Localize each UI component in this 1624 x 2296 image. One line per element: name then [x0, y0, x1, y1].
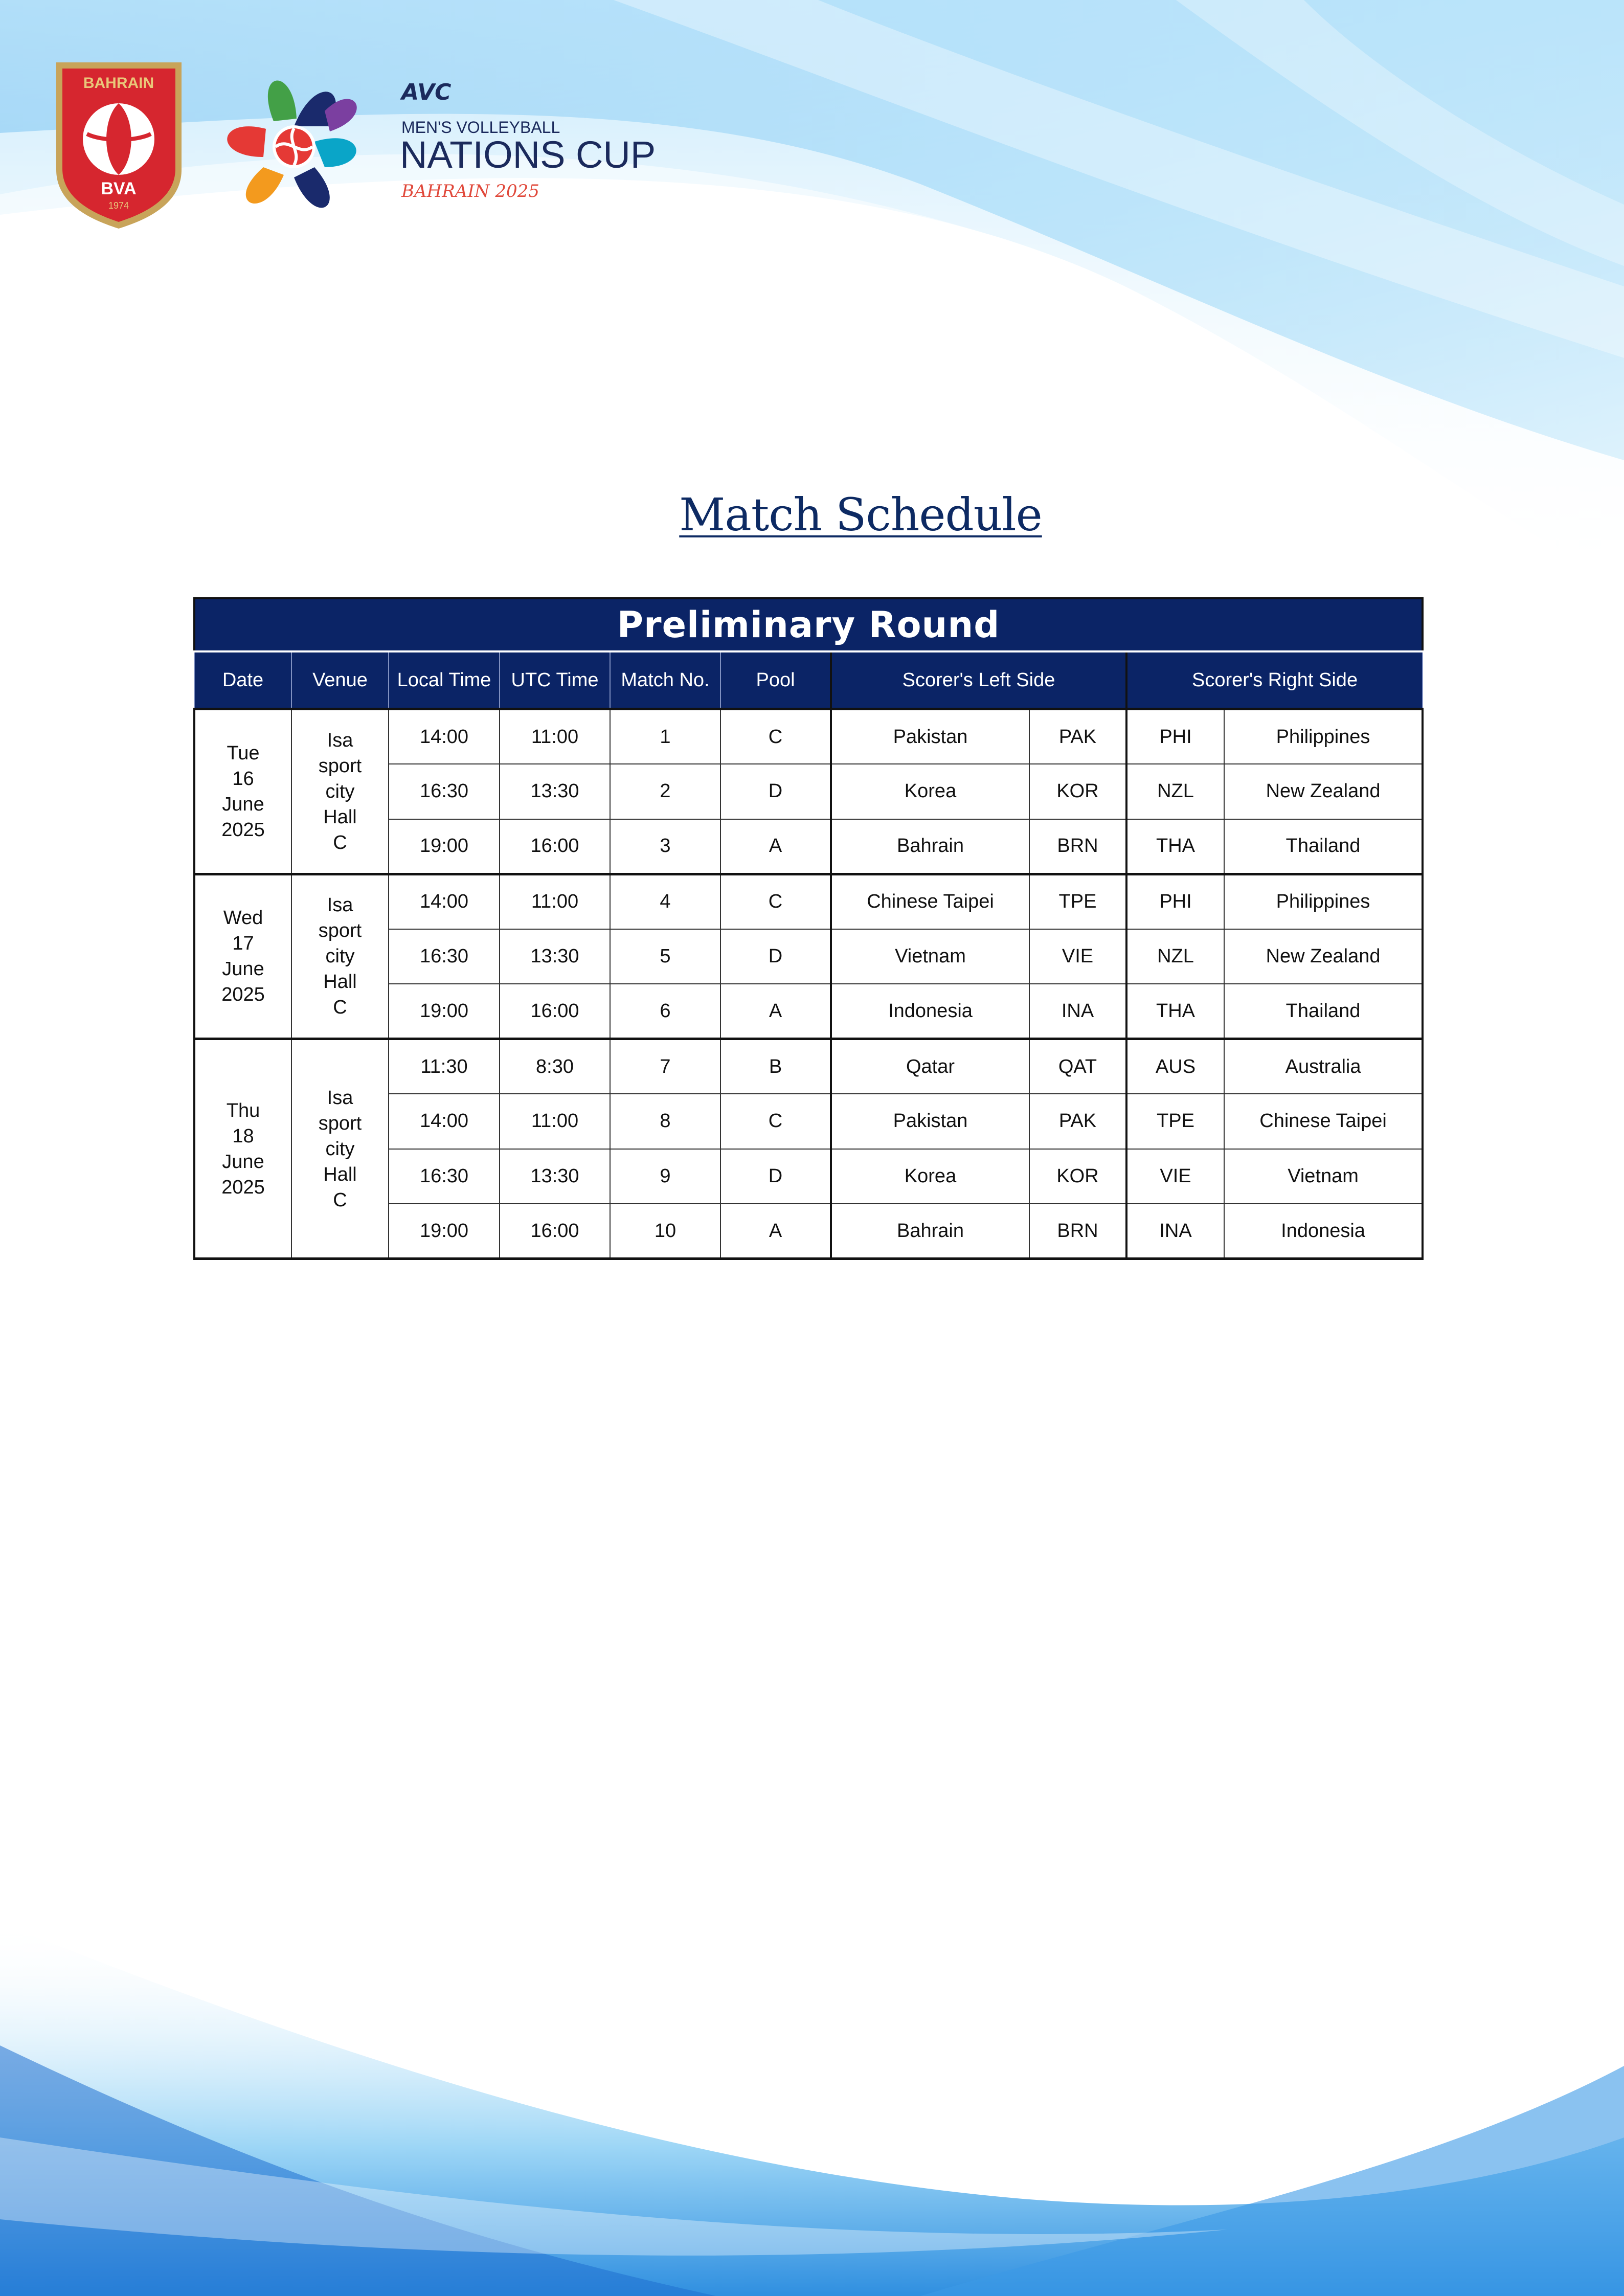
utc-time-cell: 11:00 [500, 1094, 610, 1149]
header-date: Date [194, 651, 291, 709]
header-utc-time: UTC Time [500, 651, 610, 709]
nations-cup-emblem [210, 64, 378, 230]
left-team-cell: Indonesia [831, 984, 1029, 1039]
left-code-cell: KOR [1029, 1149, 1126, 1204]
header-local-time: Local Time [389, 651, 500, 709]
date-cell: Tue 16 June 2025 [194, 709, 291, 874]
left-code-cell: INA [1029, 984, 1126, 1039]
background-wave-bottom [0, 1780, 1624, 2296]
match-no-cell: 4 [610, 874, 720, 929]
match-no-cell: 5 [610, 929, 720, 984]
venue-cell: Isa sport city Hall C [291, 874, 389, 1039]
pool-cell: D [720, 1149, 831, 1204]
left-code-cell: PAK [1029, 709, 1126, 764]
venue-cell: Isa sport city Hall C [291, 709, 389, 874]
round-title: Preliminary Round [194, 598, 1423, 651]
page-title: Match Schedule [679, 488, 1042, 541]
bva-year-text: 1974 [108, 200, 129, 211]
venue-cell: Isa sport city Hall C [291, 1039, 389, 1259]
left-code-cell: BRN [1029, 819, 1126, 874]
right-team-cell: Philippines [1224, 874, 1423, 929]
table-row [194, 874, 1423, 929]
right-team-cell: Indonesia [1224, 1204, 1423, 1259]
bva-top-text: BAHRAIN [83, 75, 154, 92]
match-no-cell: 6 [610, 984, 720, 1039]
left-team-cell: Korea [831, 764, 1029, 819]
left-team-cell: Pakistan [831, 1094, 1029, 1149]
left-code-cell: BRN [1029, 1204, 1126, 1259]
pool-cell: A [720, 819, 831, 874]
right-code-cell: AUS [1126, 1039, 1224, 1094]
pool-cell: C [720, 709, 831, 764]
match-no-cell: 2 [610, 764, 720, 819]
right-team-cell: Thailand [1224, 819, 1423, 874]
right-team-cell: Philippines [1224, 709, 1423, 764]
header-match-no: Match No. [610, 651, 720, 709]
pool-cell: A [720, 1204, 831, 1259]
left-code-cell: KOR [1029, 764, 1126, 819]
local-time-cell: 14:00 [389, 709, 500, 764]
right-code-cell: NZL [1126, 764, 1224, 819]
header-right-side: Scorer's Right Side [1126, 651, 1423, 709]
left-team-cell: Bahrain [831, 1204, 1029, 1259]
utc-time-cell: 16:00 [500, 984, 610, 1039]
table-row [194, 709, 1423, 764]
left-code-cell: PAK [1029, 1094, 1126, 1149]
pool-cell: D [720, 929, 831, 984]
left-team-cell: Chinese Taipei [831, 874, 1029, 929]
pool-cell: C [720, 874, 831, 929]
right-team-cell: Australia [1224, 1039, 1423, 1094]
utc-time-cell: 11:00 [500, 709, 610, 764]
local-time-cell: 16:30 [389, 764, 500, 819]
local-time-cell: 19:00 [389, 1204, 500, 1259]
left-code-cell: VIE [1029, 929, 1126, 984]
left-team-cell: Qatar [831, 1039, 1029, 1094]
right-code-cell: INA [1126, 1204, 1224, 1259]
header-left-side: Scorer's Left Side [831, 651, 1126, 709]
right-code-cell: TPE [1126, 1094, 1224, 1149]
local-time-cell: 19:00 [389, 819, 500, 874]
right-code-cell: PHI [1126, 874, 1224, 929]
pool-cell: C [720, 1094, 831, 1149]
bahrain-2025-text: BAHRAIN 2025 [401, 181, 539, 201]
right-team-cell: Thailand [1224, 984, 1423, 1039]
utc-time-cell: 11:00 [500, 874, 610, 929]
match-no-cell: 8 [610, 1094, 720, 1149]
match-no-cell: 7 [610, 1039, 720, 1094]
right-team-cell: Chinese Taipei [1224, 1094, 1423, 1149]
local-time-cell: 11:30 [389, 1039, 500, 1094]
left-team-cell: Vietnam [831, 929, 1029, 984]
avc-text: AVC [401, 79, 452, 105]
left-team-cell: Bahrain [831, 819, 1029, 874]
match-no-cell: 3 [610, 819, 720, 874]
match-no-cell: 9 [610, 1149, 720, 1204]
header-row [194, 651, 1423, 709]
date-cell: Thu 18 June 2025 [194, 1039, 291, 1259]
bva-logo [51, 57, 187, 231]
pool-cell: D [720, 764, 831, 819]
right-code-cell: PHI [1126, 709, 1224, 764]
local-time-cell: 14:00 [389, 1094, 500, 1149]
mens-volleyball-text: MEN'S VOLLEYBALL [401, 118, 560, 137]
local-time-cell: 16:30 [389, 1149, 500, 1204]
local-time-cell: 16:30 [389, 929, 500, 984]
right-team-cell: New Zealand [1224, 929, 1423, 984]
right-code-cell: NZL [1126, 929, 1224, 984]
utc-time-cell: 16:00 [500, 819, 610, 874]
left-team-cell: Pakistan [831, 709, 1029, 764]
nations-cup-wordmark [399, 77, 685, 215]
local-time-cell: 19:00 [389, 984, 500, 1039]
right-code-cell: THA [1126, 819, 1224, 874]
right-team-cell: New Zealand [1224, 764, 1423, 819]
bva-bottom-text: BVA [101, 179, 137, 198]
date-cell: Wed 17 June 2025 [194, 874, 291, 1039]
table-row [194, 1039, 1423, 1094]
schedule-table [193, 597, 1424, 1260]
nations-cup-text: NATIONS CUP [400, 133, 656, 176]
utc-time-cell: 13:30 [500, 929, 610, 984]
pool-cell: A [720, 984, 831, 1039]
match-no-cell: 10 [610, 1204, 720, 1259]
local-time-cell: 14:00 [389, 874, 500, 929]
header-pool: Pool [720, 651, 831, 709]
left-code-cell: QAT [1029, 1039, 1126, 1094]
left-team-cell: Korea [831, 1149, 1029, 1204]
utc-time-cell: 13:30 [500, 764, 610, 819]
utc-time-cell: 16:00 [500, 1204, 610, 1259]
utc-time-cell: 8:30 [500, 1039, 610, 1094]
right-code-cell: VIE [1126, 1149, 1224, 1204]
utc-time-cell: 13:30 [500, 1149, 610, 1204]
right-code-cell: THA [1126, 984, 1224, 1039]
match-no-cell: 1 [610, 709, 720, 764]
right-team-cell: Vietnam [1224, 1149, 1423, 1204]
header-venue: Venue [291, 651, 389, 709]
left-code-cell: TPE [1029, 874, 1126, 929]
pool-cell: B [720, 1039, 831, 1094]
